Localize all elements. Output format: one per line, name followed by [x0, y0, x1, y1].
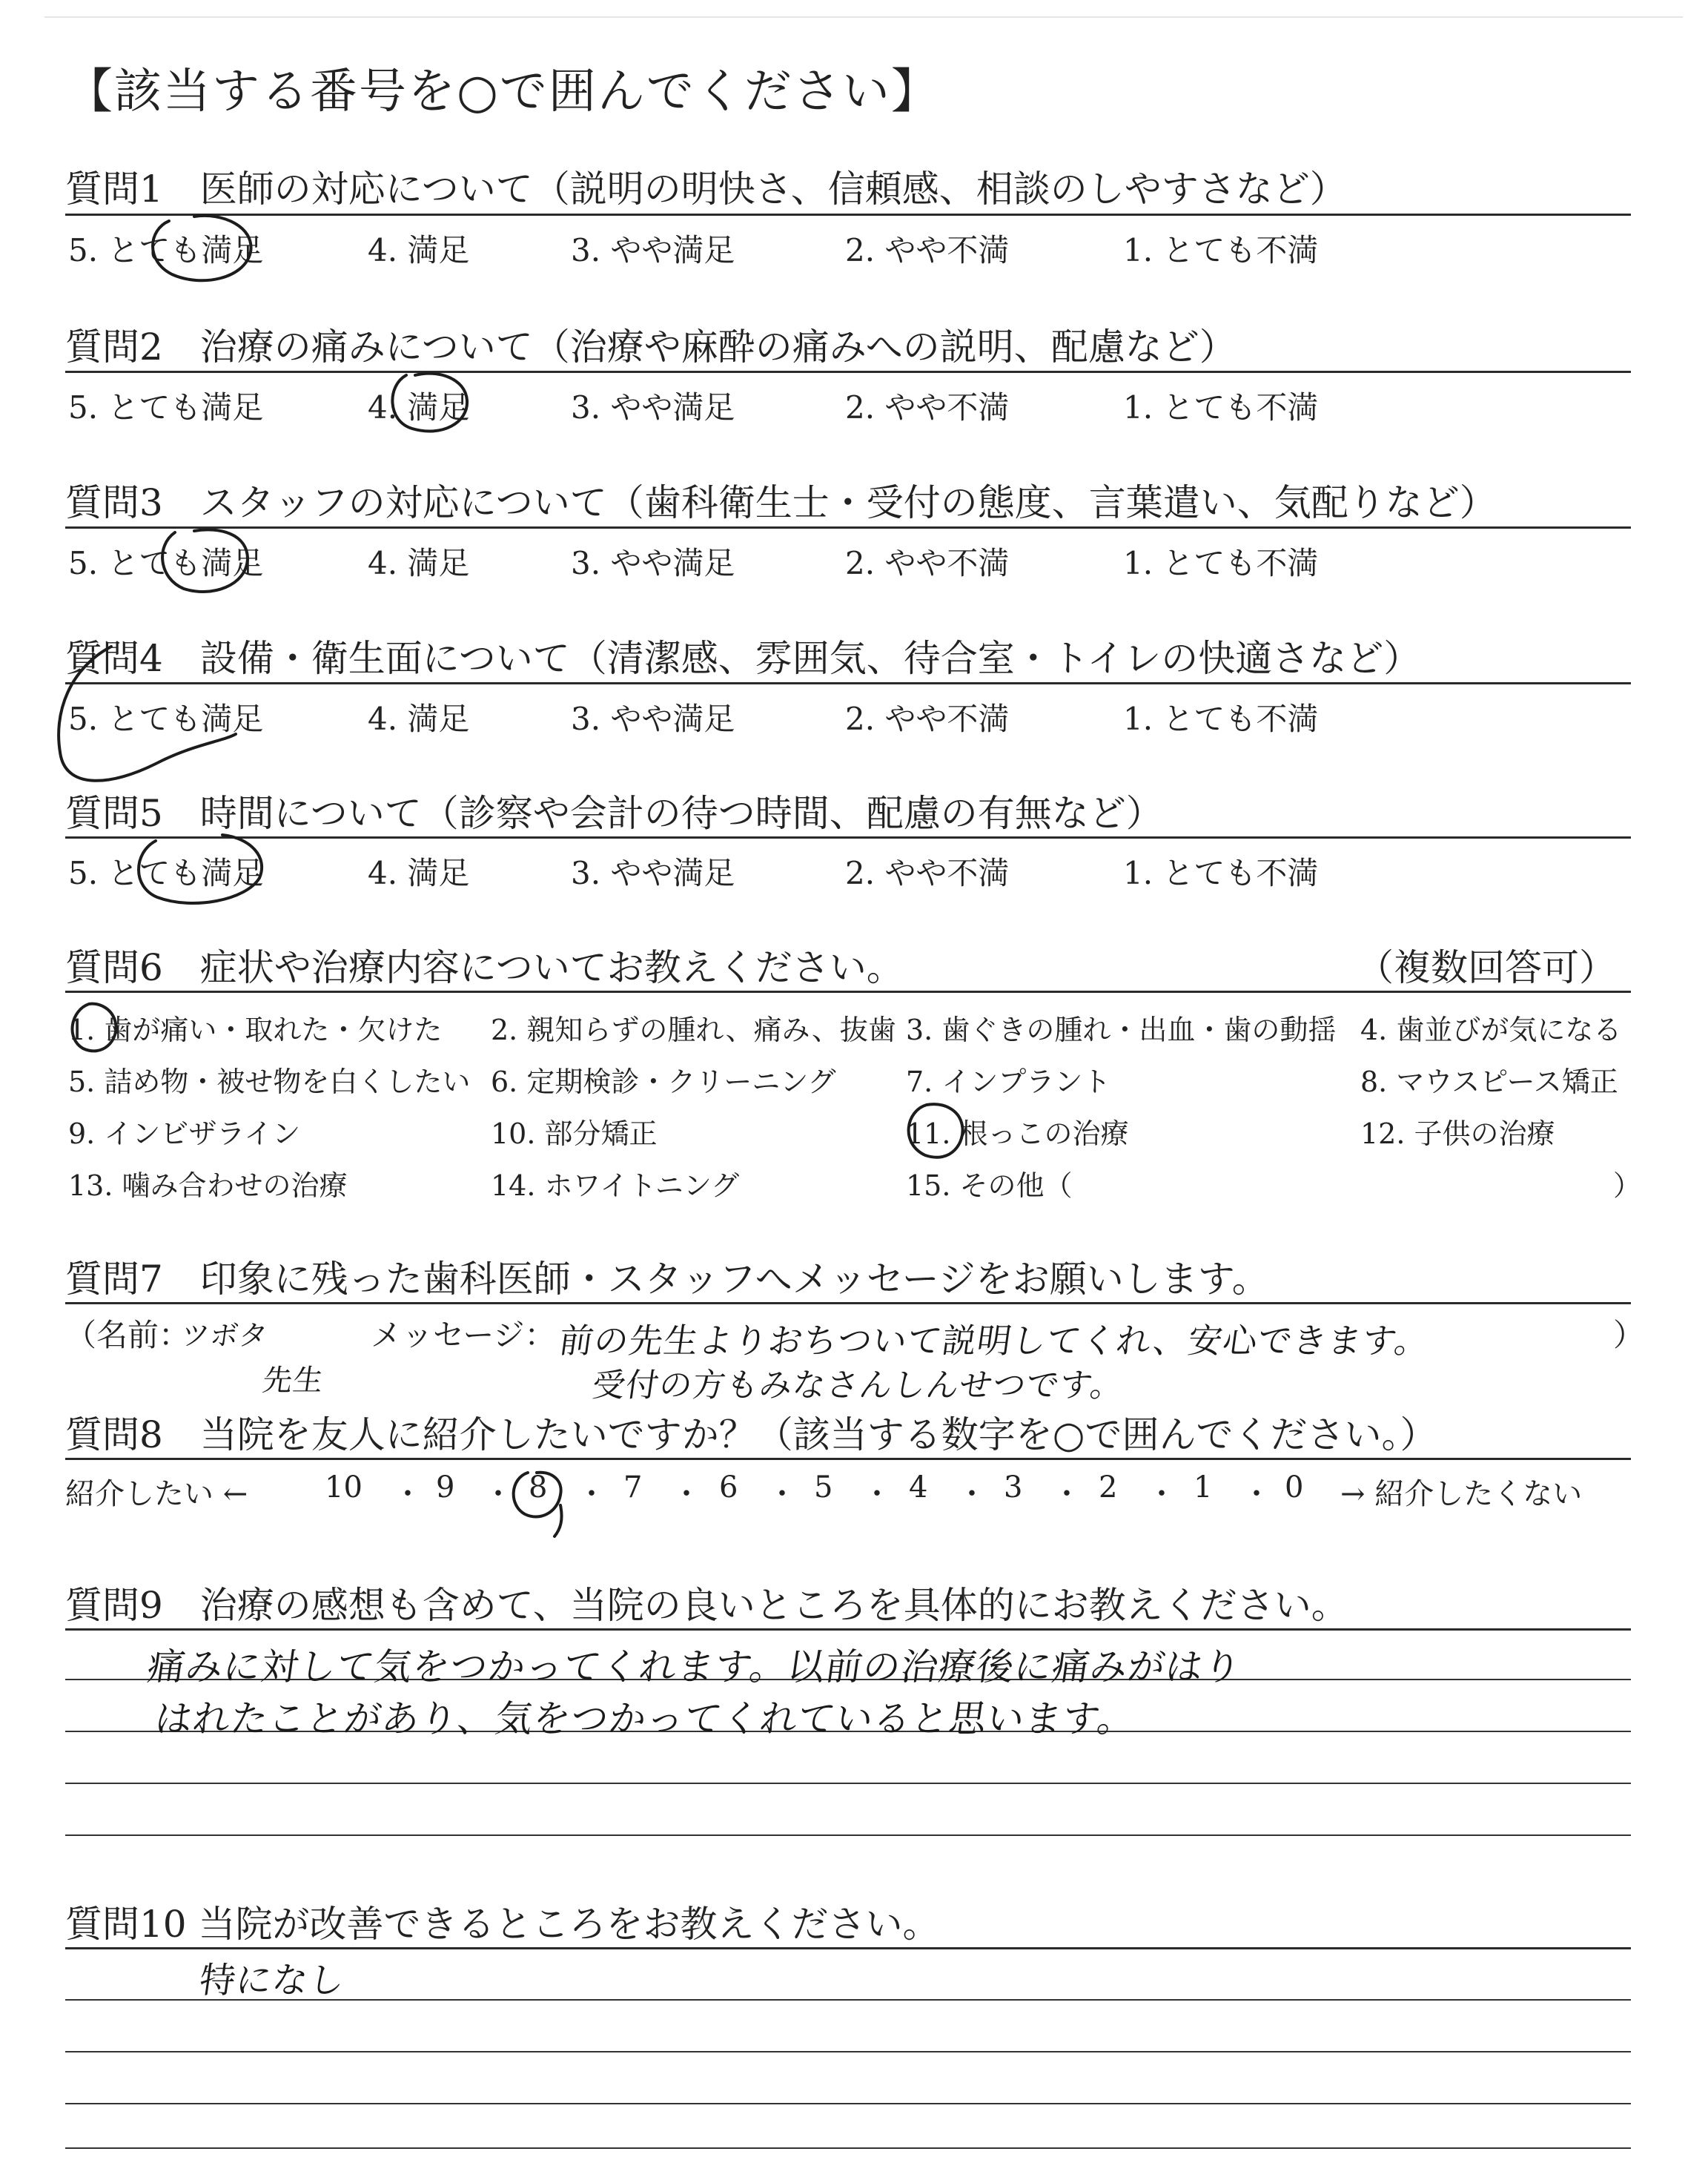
q2-option-5[interactable]: 5. とても満足: [68, 389, 264, 426]
q6-option-5[interactable]: 5. 詰め物・被せ物を白くしたい: [68, 1066, 471, 1098]
q8-sep: ・: [1147, 1477, 1176, 1511]
q7-name-value-1[interactable]: ツボタ: [179, 1319, 271, 1352]
q8-sep: ・: [862, 1477, 892, 1511]
q7-message-line-2[interactable]: 受付の方もみなさんしんせつです。: [589, 1367, 1127, 1404]
q8-score-8[interactable]: 8: [529, 1470, 548, 1505]
q4-rule: [65, 682, 1631, 684]
q8-score-2[interactable]: 2: [1099, 1470, 1118, 1505]
q4-option-4[interactable]: 4. 満足: [368, 701, 470, 737]
q3-rule: [65, 526, 1631, 529]
q8-score-7[interactable]: 7: [623, 1470, 643, 1505]
q1-option-3[interactable]: 3. やや満足: [571, 232, 735, 268]
q3-heading: 質問3 スタッフの対応について（歯科衛生士・受付の態度、言葉遣い、気配りなど）: [65, 481, 1497, 524]
q6-option-4[interactable]: 4. 歯並びが気になる: [1360, 1014, 1622, 1046]
q2-heading: 質問2 治療の痛みについて（治療や麻酔の痛みへの説明、配慮など）: [65, 326, 1237, 369]
q6-option-14[interactable]: 14. ホワイトニング: [491, 1169, 740, 1202]
q9-answer-line-1[interactable]: 痛みに対して気をつかってくれます。以前の治療後に痛みがはり: [145, 1645, 1245, 1688]
q8-score-6[interactable]: 6: [719, 1470, 738, 1505]
q8-score-4[interactable]: 4: [909, 1470, 928, 1505]
q7-close-paren: ）: [1613, 1317, 1645, 1353]
q10-answer-line-1[interactable]: 特になし: [196, 1960, 348, 2001]
q8-score-5[interactable]: 5: [814, 1470, 833, 1505]
q9-answer-line: [65, 1783, 1631, 1784]
q8-sep: ・: [957, 1477, 987, 1511]
q6-option-12[interactable]: 12. 子供の治療: [1360, 1117, 1555, 1150]
q3-option-5[interactable]: 5. とても満足: [68, 545, 264, 581]
q8-sep: ・: [483, 1477, 513, 1511]
q9-answer-line: [65, 1834, 1631, 1836]
q7-name-label: （名前：: [65, 1317, 191, 1353]
page-top-edge: [44, 16, 1683, 18]
q6-option-11[interactable]: 11. 根っこの治療: [906, 1117, 1129, 1150]
q8-score-9[interactable]: 9: [436, 1470, 455, 1505]
q8-score-0[interactable]: 0: [1285, 1470, 1304, 1505]
q2-option-2[interactable]: 2. やや不満: [845, 389, 1010, 426]
q8-score-3[interactable]: 3: [1004, 1470, 1023, 1505]
q1-option-2[interactable]: 2. やや不満: [845, 232, 1010, 268]
q2-option-4[interactable]: 4. 満足: [368, 389, 470, 426]
q4-option-1[interactable]: 1. とても不満: [1123, 701, 1319, 737]
q6-option-9[interactable]: 9. インビザライン: [68, 1117, 301, 1150]
q8-left-label: 紹介したい ←: [65, 1477, 248, 1511]
q1-rule: [65, 214, 1631, 216]
q9-answer-line-2[interactable]: はれたことがあり、気をつかってくれていると思います。: [152, 1697, 1139, 1740]
q6-option-8[interactable]: 8. マウスピース矯正: [1360, 1066, 1618, 1098]
q5-option-3[interactable]: 3. やや満足: [571, 855, 735, 891]
q8-heading: 質問8 当院を友人に紹介したいですか？（該当する数字を○で囲んでください。）: [65, 1413, 1437, 1456]
q8-sep: ・: [767, 1477, 797, 1511]
q6-option-10[interactable]: 10. 部分矯正: [491, 1117, 658, 1150]
q8-rule: [65, 1458, 1631, 1460]
q2-option-1[interactable]: 1. とても不満: [1123, 389, 1319, 426]
q7-message-line-1[interactable]: 前の先生よりおちついて説明してくれ、安心できます。: [556, 1321, 1432, 1361]
q5-option-1[interactable]: 1. とても不満: [1123, 855, 1319, 891]
q3-option-4[interactable]: 4. 満足: [368, 545, 470, 581]
q7-name-value-2[interactable]: 先生: [260, 1364, 326, 1398]
q1-heading: 質問1 医師の対応について（説明の明快さ、信頼感、相談のしやすさなど）: [65, 168, 1347, 211]
q5-rule: [65, 836, 1631, 839]
q3-option-3[interactable]: 3. やや満足: [571, 545, 735, 581]
q4-option-5[interactable]: 5. とても満足: [68, 701, 264, 737]
q8-sep: ・: [577, 1477, 606, 1511]
q8-score-1[interactable]: 1: [1194, 1470, 1213, 1505]
q3-option-1[interactable]: 1. とても不満: [1123, 545, 1319, 581]
q4-heading: 質問4 設備・衛生面について（清潔感、雰囲気、待合室・トイレの快適さなど）: [65, 637, 1421, 680]
q1-option-1[interactable]: 1. とても不満: [1123, 232, 1319, 268]
q6-option-1[interactable]: 1. 歯が痛い・取れた・欠けた: [68, 1014, 443, 1046]
q6-option-3[interactable]: 3. 歯ぐきの腫れ・出血・歯の動揺: [906, 1014, 1337, 1046]
q8-sep: ・: [672, 1477, 701, 1511]
q6-option-6[interactable]: 6. 定期検診・クリーニング: [491, 1066, 836, 1098]
q5-option-4[interactable]: 4. 満足: [368, 855, 470, 891]
q6-option-13[interactable]: 13. 噛み合わせの治療: [68, 1169, 348, 1202]
q8-right-label: → 紹介したくない: [1340, 1477, 1583, 1511]
q10-rule: [65, 1947, 1631, 1949]
q6-option-7[interactable]: 7. インプラント: [906, 1066, 1111, 1098]
q10-answer-line: [65, 2051, 1631, 2052]
q8-score-10[interactable]: 10: [325, 1470, 363, 1505]
q10-answer-line: [65, 2103, 1631, 2104]
q1-option-5[interactable]: 5. とても満足: [68, 232, 264, 268]
q10-heading: 質問10 当院が改善できるところをお教えください。: [65, 1903, 940, 1946]
q5-heading: 質問5 時間について（診察や会計の待つ時間、配慮の有無など）: [65, 792, 1163, 835]
q9-rule: [65, 1628, 1631, 1631]
q3-option-2[interactable]: 2. やや不満: [845, 545, 1010, 581]
q4-option-3[interactable]: 3. やや満足: [571, 701, 735, 737]
page-title: 【該当する番号を○で囲んでください】: [65, 65, 940, 119]
q5-option-5[interactable]: 5. とても満足: [68, 855, 264, 891]
q2-rule: [65, 371, 1631, 373]
q7-rule: [65, 1302, 1631, 1304]
q7-heading: 質問7 印象に残った歯科医師・スタッフへメッセージをお願いします。: [65, 1258, 1269, 1301]
q8-sep: ・: [1242, 1477, 1271, 1511]
q6-note: （複数回答可）: [1357, 946, 1616, 989]
q1-option-4[interactable]: 4. 満足: [368, 232, 470, 268]
q6-rule: [65, 991, 1631, 993]
q2-option-3[interactable]: 3. やや満足: [571, 389, 735, 426]
q5-option-2[interactable]: 2. やや不満: [845, 855, 1010, 891]
q6-heading: 質問6 症状や治療内容についてお教えください。: [65, 946, 904, 989]
q6-option-2[interactable]: 2. 親知らずの腫れ、痛み、抜歯: [491, 1014, 896, 1046]
q6-option-15[interactable]: 15. その他（: [906, 1169, 1073, 1202]
q9-heading: 質問9 治療の感想も含めて、当院の良いところを具体的にお教えください。: [65, 1584, 1348, 1627]
q10-answer-line: [65, 2147, 1631, 2149]
q8-sep: ・: [393, 1477, 423, 1511]
q6-other-close: ）: [1613, 1169, 1642, 1202]
q4-option-2[interactable]: 2. やや不満: [845, 701, 1010, 737]
q7-message-label: メッセージ：: [371, 1317, 556, 1353]
q8-sep: ・: [1052, 1477, 1082, 1511]
